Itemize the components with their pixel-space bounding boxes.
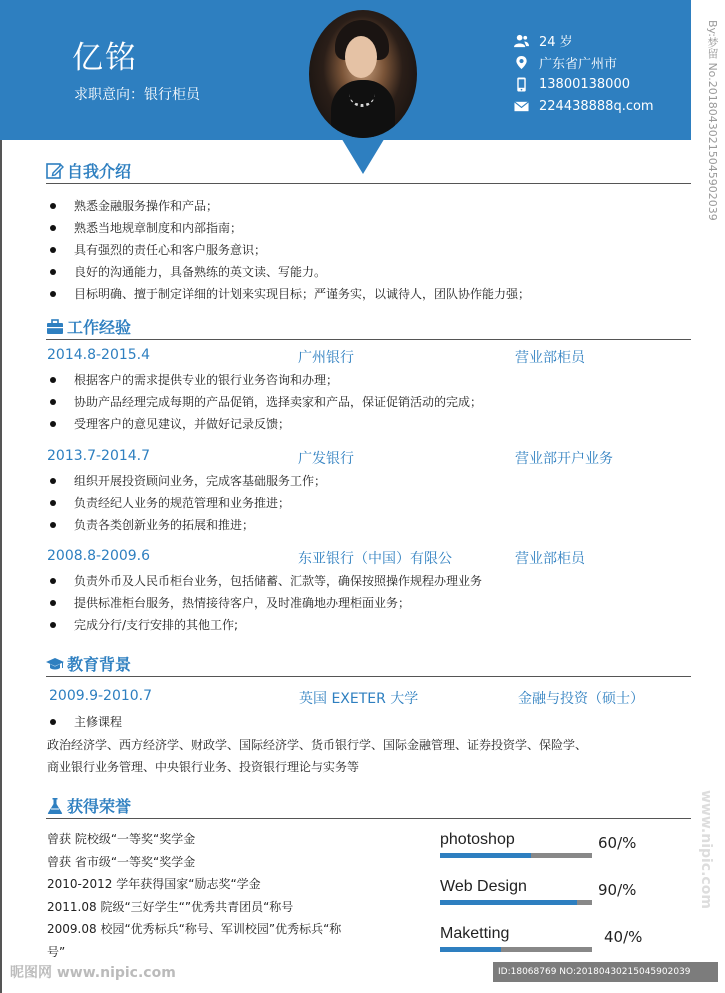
section-work-rule [46, 339, 691, 340]
skill-bar [440, 878, 680, 918]
skill-bar [440, 831, 680, 871]
contact-location [514, 51, 654, 73]
section-education-label: 教育背景 [67, 655, 132, 674]
side-watermark: By:梦留 No.20180430215045902039 [706, 20, 719, 221]
honor-item: 2010-2012 学年获得国家“励志奖“学金 [47, 877, 261, 891]
job-duties [48, 570, 482, 636]
honor-item: 曾获 院校级“一等奖“奖学金 [47, 832, 196, 846]
skill-fill [440, 947, 501, 952]
skill-track [440, 853, 592, 858]
education-degree: 金融与投资（硕士） [518, 691, 644, 707]
skill-fill [440, 900, 577, 905]
contact-location-text: 广东省广州市 [539, 56, 618, 72]
section-work-title [46, 315, 131, 338]
id-watermark: ID:18068769 NO:20180430215045902039 [493, 962, 718, 982]
job-company: 广发银行 [298, 451, 354, 467]
job-company: 广州银行 [298, 350, 354, 366]
mail-icon [514, 99, 529, 114]
job-duty-item: 负责各类创新业务的拓展和推进； [48, 514, 326, 536]
skill-bar [440, 925, 680, 965]
contact-email-text: 224438888q.com [539, 98, 654, 114]
job-position: 营业部开户业务 [515, 451, 613, 467]
skill-name: Web Design [440, 878, 527, 895]
job-header [47, 448, 687, 470]
skill-fill [440, 853, 531, 858]
briefcase-icon [46, 318, 64, 336]
skill-name: photoshop [440, 831, 515, 848]
site-watermark: 昵图网 www.nipic.com [10, 965, 176, 981]
job-duty-item: 提供标准柜台服务，热情接待客户，及时准确地办理柜面业务； [48, 592, 482, 614]
honor-item: 曾获 省市级“一等奖“奖学金 [47, 854, 196, 869]
job-duties [48, 470, 326, 536]
section-about-title [46, 159, 131, 182]
photo-pointer [340, 136, 386, 174]
job-objective: 求职意向：银行柜员 [74, 87, 200, 103]
contact-list [514, 29, 654, 117]
course-label: 主修课程 [48, 711, 122, 733]
user-icon [514, 33, 529, 48]
job-position: 营业部柜员 [515, 551, 585, 567]
flask-icon [46, 797, 64, 815]
skill-name: Maketting [440, 925, 510, 942]
section-work-label: 工作经验 [67, 318, 132, 337]
section-education-rule [46, 676, 691, 677]
job-header [47, 347, 687, 369]
honor-item: 号” [47, 944, 66, 959]
contact-email [514, 95, 654, 117]
job-period: 2013.7-2014.7 [47, 448, 151, 464]
section-honors-label: 获得荣誉 [67, 797, 132, 816]
job-company: 东亚银行（中国）有限公 [298, 551, 452, 567]
honors-list [47, 828, 341, 963]
skill-percent: 60/% [598, 834, 637, 852]
job-duty-item: 完成分行/支行安排的其他工作; [48, 614, 482, 636]
about-list [48, 195, 530, 305]
job-position: 营业部柜员 [515, 350, 585, 366]
education-period: 2009.9-2010.7 [49, 688, 153, 704]
job-duty-item: 受理客户的意见建议，并做好记录反馈； [48, 413, 482, 435]
phone-icon [514, 77, 529, 92]
job-duties [48, 369, 482, 435]
course-list-line: 政治经济学、西方经济学、财政学、国际经济学、货币银行学、国际金融管理、证券投资学、保险学、 [47, 738, 588, 752]
about-item: 熟悉金融服务操作和产品； [48, 195, 530, 217]
section-honors-rule [46, 818, 691, 819]
job-duty-item: 协助产品经理完成每期的产品促销，选择卖家和产品，保证促销活动的完成； [48, 391, 482, 413]
job-duty-item: 组织开展投资顾问业务，完成客基础服务工作； [48, 470, 326, 492]
honor-item: 2011.08 院级“三好学生“”优秀共青团员“称号 [47, 899, 294, 914]
job-duty-item: 根据客户的需求提供专业的银行业务咨询和办理； [48, 369, 482, 391]
contact-phone [514, 73, 654, 95]
candidate-name: 亿铭 [72, 40, 138, 76]
section-honors-title [46, 794, 131, 817]
about-item: 熟悉当地规章制度和内部指南； [48, 217, 530, 239]
photo-face [345, 36, 377, 78]
about-item: 目标明确、擅于制定详细的计划来实现目标；严谨务实，以诚待人，团队协作能力强； [48, 283, 530, 305]
vertical-watermark: www.nipic.com [698, 790, 714, 909]
about-item: 良好的沟通能力，具备熟练的英文读、写能力。 [48, 261, 530, 283]
profile-photo [309, 10, 417, 138]
job-period: 2014.8-2015.4 [47, 347, 151, 363]
contact-age-text: 24 岁 [539, 34, 573, 50]
skill-percent: 90/% [598, 881, 637, 899]
job-period: 2008.8-2009.6 [47, 548, 151, 564]
skill-track [440, 900, 592, 905]
education-school: 英国 EXETER 大学 [299, 691, 419, 707]
education-header [49, 688, 689, 710]
photo-portrait [309, 10, 417, 138]
section-about-label: 自我介绍 [67, 162, 132, 181]
education-course-heading [48, 711, 122, 733]
skill-percent: 40/% [604, 928, 643, 946]
section-about-rule [46, 183, 691, 184]
contact-age [514, 29, 654, 51]
photo-dress [331, 80, 395, 138]
job-duty-item: 负责外币及人民币柜台业务，包括储蓄、汇款等，确保按照操作规程办理业务 [48, 570, 482, 592]
course-list-line: 商业银行业务管理、中央银行业务、投资银行理论与实务等 [47, 760, 360, 774]
graduation-cap-icon [46, 655, 64, 673]
honor-item: 2009.08 校园“优秀标兵“称号、军训校园”优秀标兵“称 [47, 922, 342, 936]
section-education-title [46, 652, 131, 675]
location-pin-icon [514, 55, 529, 70]
job-duty-item: 负责经纪人业务的规范管理和业务推进； [48, 492, 326, 514]
about-item: 具有强烈的责任心和客户服务意识； [48, 239, 530, 261]
job-header [47, 548, 687, 570]
contact-phone-text: 13800138000 [539, 76, 630, 92]
skill-track [440, 947, 592, 952]
edit-icon [46, 162, 64, 180]
